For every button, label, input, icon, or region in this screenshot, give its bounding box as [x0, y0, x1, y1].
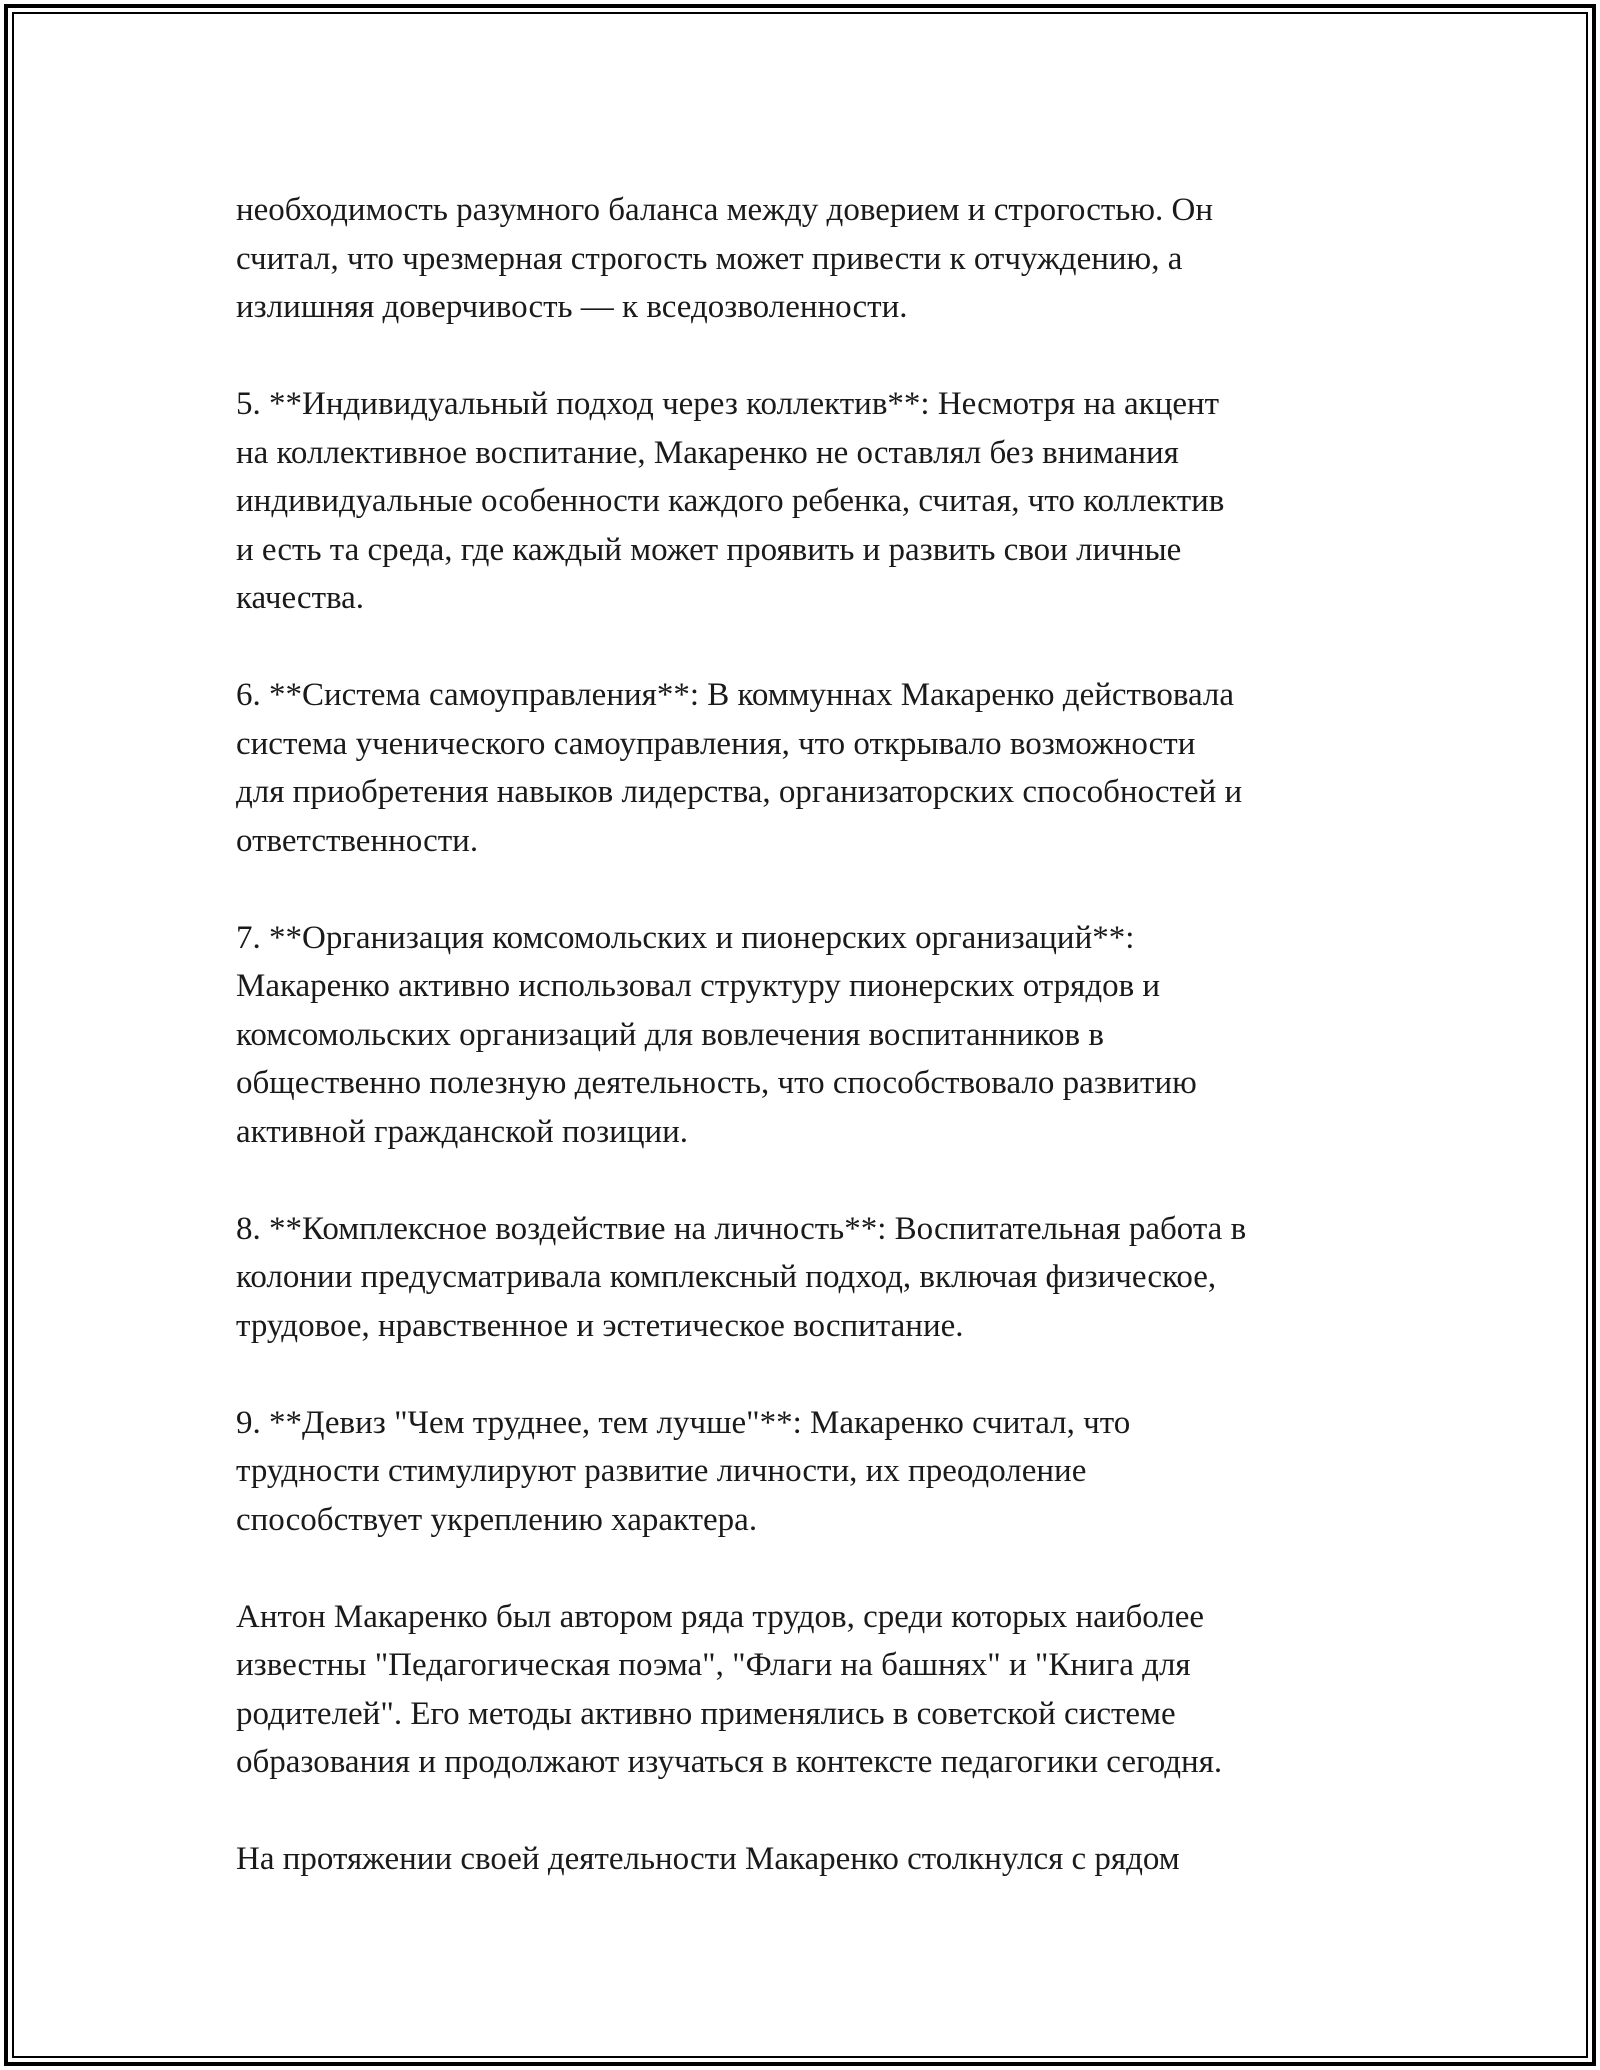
document-body: [236, 186, 1386, 1884]
paragraph-item-6: 6. **Система самоуправления**: В коммуннах Макаренко действовала система ученического самоуправления, что открывало возможности для приобретения навыков лидерства, организаторских способностей и ответственности.: [236, 677, 1243, 859]
paragraph-continuation: необходимость разумного баланса между доверием и строгостью. Он считал, что чрезмерная строгость может привести к отчуждению, а излишняя доверчивость — к вседозволенности.: [236, 192, 1213, 325]
paragraph-item-8: 8. **Комплексное воздействие на личность**: Воспитательная работа в колонии предусматривала комплексный подход, включая физическое, трудовое, нравственное и эстетическое воспитание.: [236, 1210, 1247, 1344]
paragraph-works: Антон Макаренко был автором ряда трудов, среди которых наиболее известны "Педагогическая поэма", "Флаги на башнях" и "Книга для родителей". Его методы активно применялись в советской системе образования и продолжают изучаться в контексте педагогики сегодня.: [236, 1598, 1223, 1780]
paragraph-item-9: 9. **Девиз "Чем труднее, тем лучше"**: Макаренко считал, что трудности стимулируют развитие личности, их преодоление способствует укреплению характера.: [236, 1404, 1131, 1538]
paragraph-closing: На протяжении своей деятельности Макаренко столкнулся с рядом: [236, 1841, 1180, 1877]
paragraph-item-5: 5. **Индивидуальный подход через коллектив**: Несмотря на акцент на коллективное воспитание, Макаренко не оставлял без внимания индивидуальные особенности каждого ребенка, считая, что коллектив и есть та среда, где каждый может проявить и развить свои личные качества.: [236, 386, 1225, 616]
paragraph-item-7: 7. **Организация комсомольских и пионерских организаций**: Макаренко активно использовал структуру пионерских отрядов и комсомольских организаций для вовлечения воспитанников в общественно полезную деятельность, что способствовало развитию активной гражданской позиции.: [236, 919, 1197, 1150]
